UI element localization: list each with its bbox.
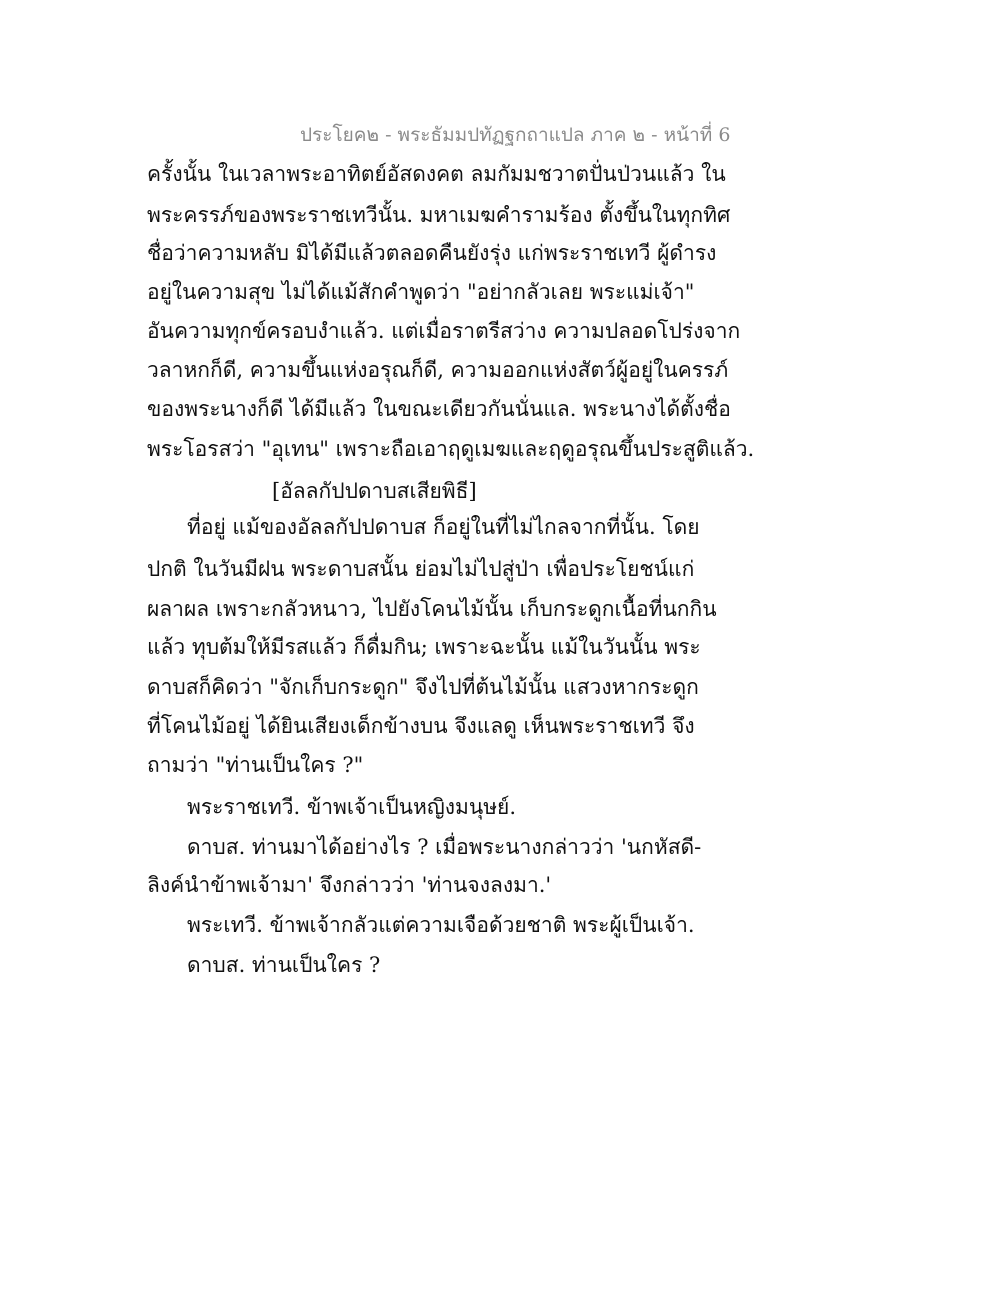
body-line: ที่โคนไม้อยู่ ได้ยินเสียงเด็กข้างบน จึงแลดู เห็นพระราชเทวี จึง xyxy=(147,714,695,738)
section-heading: [อัลลกัปปดาบสเสียพิธี] xyxy=(272,479,477,503)
body-line: อันความทุกข์ครอบงำแล้ว. แต่เมื่อราตรีสว่าง ความปลอดโปร่งจาก xyxy=(147,319,741,343)
running-header: ประโยค๒ - พระธัมมปทัฏฐกถาแปล ภาค ๒ - หน้าที่ 6 xyxy=(300,124,731,146)
body-line: ของพระนางก็ดี ได้มีแล้ว ในขณะเดียวกันนั่นแล. พระนางได้ตั้งชื่อ xyxy=(147,397,731,421)
dialogue-line: ดาบส. ท่านเป็นใคร ? xyxy=(187,953,381,977)
body-line: ถามว่า "ท่านเป็นใคร ?" xyxy=(147,753,364,777)
body-line: พระโอรสว่า "อุเทน" เพราะถือเอาฤดูเมฆและฤดูอรุณขึ้นประสูติแล้ว. xyxy=(147,437,755,461)
dialogue-line: ดาบส. ท่านมาได้อย่างไร ? เมื่อพระนางกล่าวว่า 'นกหัสดี- xyxy=(187,835,702,859)
body-line: ปกติ ในวันมีฝน พระดาบสนั้น ย่อมไม่ไปสู่ป่า เพื่อประโยชน์แก่ xyxy=(147,557,695,581)
body-line: แล้ว ทุบต้มให้มีรสแล้ว ก็ดื่มกิน; เพราะฉะนั้น แม้ในวันนั้น พระ xyxy=(147,635,701,659)
dialogue-line: ลิงค์นำข้าพเจ้ามา' จึงกล่าวว่า 'ท่านจงลงมา.' xyxy=(147,873,552,897)
body-line: ครั้งนั้น ในเวลาพระอาทิตย์อัสดงคต ลมกัมมชวาตปั่นป่วนแล้ว ใน xyxy=(147,162,726,186)
body-line: ชื่อว่าความหลับ มิได้มีแล้วตลอดคืนยังรุ่ง แก่พระราชเทวี ผู้ดำรง xyxy=(147,241,717,265)
body-line: อยู่ในความสุข ไม่ได้แม้สักคำพูดว่า "อย่ากลัวเลย พระแม่เจ้า" xyxy=(147,280,695,304)
body-line: ผลาผล เพราะกลัวหนาว, ไปยังโคนไม้นั้น เก็บกระดูกเนื้อที่นกกิน xyxy=(147,597,717,621)
dialogue-line: พระราชเทวี. ข้าพเจ้าเป็นหญิงมนุษย์. xyxy=(187,795,517,819)
body-line: ที่อยู่ แม้ของอัลลกัปปดาบส ก็อยู่ในที่ไม่ไกลจากที่นั้น. โดย xyxy=(187,515,700,539)
body-line: พระครรภ์ของพระราชเทวีนั้น. มหาเมฆคำรามร้อง ตั้งขึ้นในทุกทิศ xyxy=(147,203,731,227)
body-line: วลาหกก็ดี, ความขึ้นแห่งอรุณก็ดี, ความออกแห่งสัตว์ผู้อยู่ในครรภ์ xyxy=(147,358,729,382)
dialogue-line: พระเทวี. ข้าพเจ้ากลัวแต่ความเจือด้วยชาติ พระผู้เป็นเจ้า. xyxy=(187,913,695,937)
body-line: ดาบสก็คิดว่า "จักเก็บกระดูก" จึงไปที่ต้นไม้นั้น แสวงหากระดูก xyxy=(147,675,699,699)
